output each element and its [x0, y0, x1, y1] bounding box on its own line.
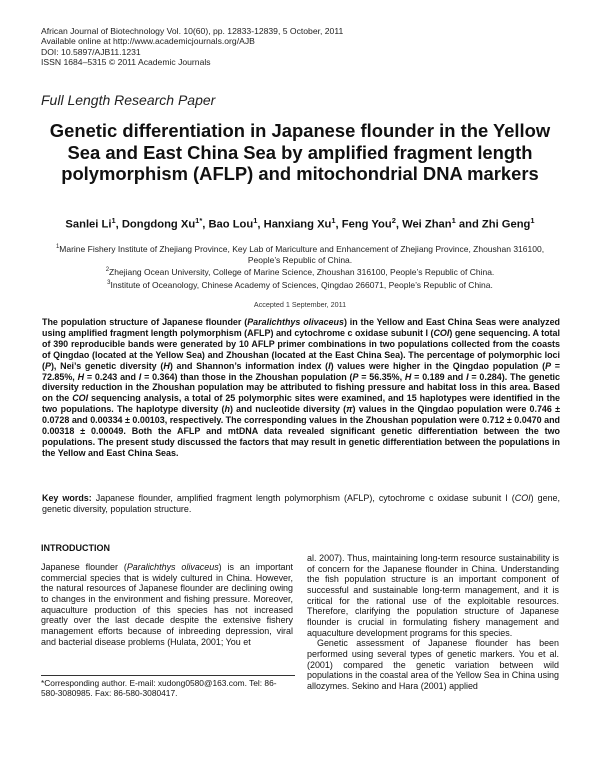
author-separator: , [202, 218, 209, 231]
section-label: Full Length Research Paper [41, 92, 216, 108]
body-column-right [307, 553, 559, 692]
author-affiliation-mark: 1* [195, 216, 203, 225]
affiliation-text: Institute of Oceanology, Chinese Academy of Sciences, Qingdao 266071, People’s Republic of China. [110, 279, 493, 290]
doi: DOI: 10.5897/AJB11.1231 [41, 46, 141, 57]
affiliation-mark: 2 [105, 267, 110, 274]
affiliation-mark: 3 [107, 280, 111, 287]
journal-citation: African Journal of Biotechnology Vol. 10(60), pp. 12833-12839, 5 October, 2011 [41, 26, 344, 36]
author-name: Hanxiang Xu [263, 218, 332, 231]
keywords: Key words: Japanese flounder, amplified fragment length polymorphism (AFLP), cytochrome c oxidase subunit I (COI) gene, genetic diversity, population structure. [42, 493, 560, 514]
paragraph: Genetic assessment of Japanese flounder has been performed using several types of genetic markers. You et al. (2001) compared the genetic variation between wild populations in the coastal area of the Yellow Sea in China using allozymes. Sekino and Hara (2001) applied [307, 638, 559, 691]
paragraph: Japanese flounder (Paralichthys olivaceus) is an important commercial species that is widely cultured in China. However, the natural resources of Japanese flounder are declining owing to changes in the environment and fishing pressure. Moreover, aquaculture production of this species has not increased greatly over the last decade despite the extensive fishery management efforts because of inbreeding depression, viral and bacterial disease problems (Hulata, 2001; You et [41, 562, 293, 647]
issn: ISSN 1684–5315 © 2011 Academic Journals [41, 56, 211, 67]
affiliation-text: Zhejiang Ocean University, College of Marine Science, Zhoushan 316100, People’s Republic of China. [109, 267, 495, 278]
author-name: Zhi Geng [481, 218, 531, 231]
author-name: Feng You [341, 218, 392, 231]
author-name: Dongdong Xu [121, 218, 196, 231]
journal-header [41, 26, 343, 67]
affiliation-mark: 1 [55, 244, 60, 250]
author-list [40, 216, 560, 231]
author-affiliation-mark: 1 [530, 216, 535, 225]
affiliation-3 [40, 278, 560, 291]
abstract: The population structure of Japanese flounder (Paralichthys olivaceus) in the Yellow and East China Seas were analyzed using amplified fragment length polymorphism (AFLP) and cytochrome c oxidase subunit I (COI) gene sequencing. A total of 390 reproducible bands were generated by 10 AFLP primer combinations in two populations collected from the coasts of Qingdao (located at the Yellow Sea) and Zhoushan (located at the East China Sea). The percentage of polymorphic loci (P), Nei’s genetic diversity (H) and Shannon’s information index (I) values were higher in the Qingdao population (P = 72.85%, H = 0.243 and I = 0.364) than those in the Zhoushan population (P = 56.35%, H = 0.189 and I = 0.284). The genetic diversity reduction in the Zhoushan population may be attributed to fishing pressure and habitat loss in this area. Based on the COI sequencing analysis, a total of 25 polymorphic sites were examined, and 15 haplotypes were identified in the two populations. The haplotype diversity (h) and nucleotide diversity (π) values in the Qingdao population were 0.746 ± 0.0728 and 0.00334 ± 0.00103, respectively. The corresponding values in the Zhoushan population were 0.712 ± 0.0470 and 0.00318 ± 0.00049. Both the AFLP and mtDNA data revealed significant genetic differentiation between the two populations. The present study discussed the factors that may result in genetic differentiation between the populations in the Yellow and East China Seas. [42, 317, 561, 458]
author-separator: , [335, 218, 342, 231]
keywords-label: Key words: [42, 493, 92, 503]
author-affiliation-mark: 1 [451, 216, 456, 225]
author-name: Sanlei Li [65, 218, 112, 231]
author-affiliation-mark: 1 [331, 216, 336, 225]
paper-title: Genetic differentiation in Japanese flounder in the Yellow Sea and East China Sea by amplified fragment length polymorphism (AFLP) and mitochondrial DNA markers [49, 120, 551, 184]
author-affiliation-mark: 1 [253, 216, 258, 225]
journal-availability: Available online at http://www.academicjournals.org/AJB [41, 36, 255, 47]
author-separator: , [395, 218, 403, 231]
affiliation-2 [40, 265, 560, 278]
affiliation-1 [40, 242, 560, 265]
author-affiliation-mark: 2 [391, 216, 396, 225]
section-heading-introduction: INTRODUCTION [41, 543, 110, 553]
accepted-date: Accepted 1 September, 2011 [253, 300, 347, 309]
affiliation-text: Marine Fishery Institute of Zhejiang Province, Key Lab of Mariculture and Enhancement of Zhejiang Province, Zhoushan 316100, People’s Republic of China. [59, 243, 545, 265]
author-affiliation-mark: 1 [111, 216, 116, 225]
author-name: Bao Lou [208, 218, 254, 231]
author-name: Wei Zhan [402, 218, 452, 231]
author-separator: and [455, 218, 482, 231]
author-separator: , [115, 218, 122, 231]
author-separator: , [257, 218, 264, 231]
affiliations [40, 242, 560, 291]
footnote-divider [41, 675, 295, 676]
paragraph: al. 2007). Thus, maintaining long-term resource sustainability is of concern for the Japanese flounder in China. Understanding the fish population structure is an important component of successful and sustainable long-term management, and it is critical for the rational use of the exploitable resources. Therefore, clarifying the population structure of Japanese flounder is crucial in formulating fishery management and aquaculture development programs for this species. [307, 553, 559, 638]
corresponding-author-footnote: *Corresponding author. E-mail: xudong0580@163.com. Tel: 86-580-3080985. Fax: 86-580-3080417. [41, 678, 277, 699]
body-column-left [41, 562, 293, 647]
